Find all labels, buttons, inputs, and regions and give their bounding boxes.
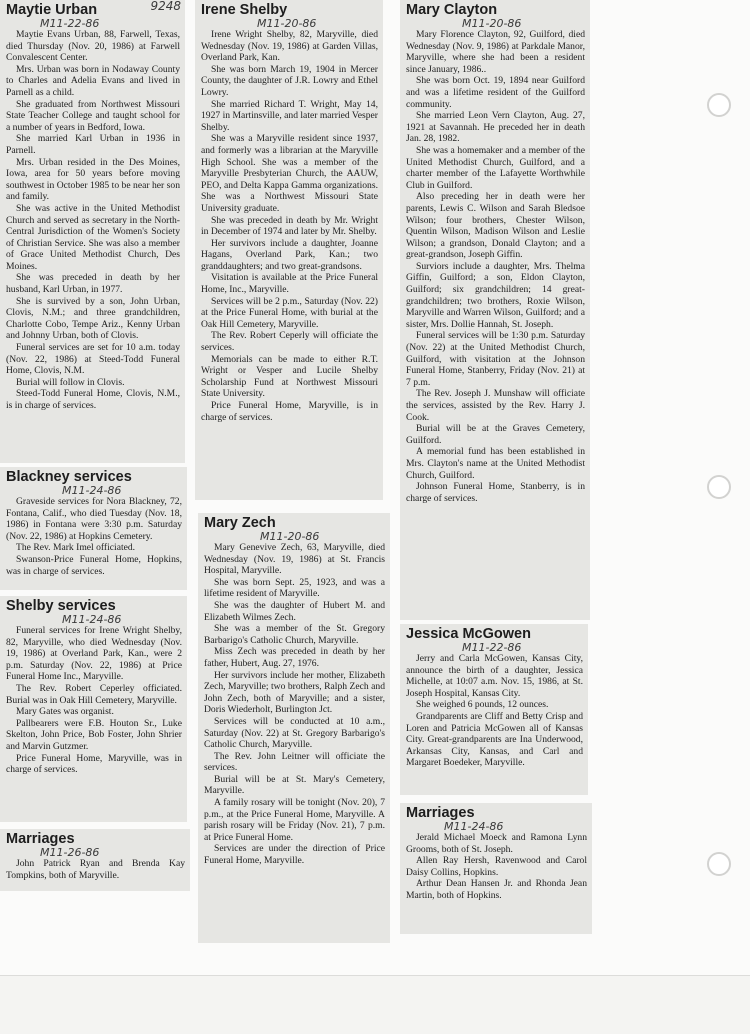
- paragraph: Jerald Michael Moeck and Ramona Lynn Grooms, both of St. Joseph.: [406, 832, 587, 855]
- clipping-shelby-services: [0, 596, 187, 822]
- paragraph: Arthur Dean Hansen Jr. and Rhonda Jean Martin, both of Hopkins.: [406, 878, 587, 901]
- clipping-heading: Marriages: [6, 831, 75, 847]
- paragraph: Mary Genevive Zech, 63, Maryville, died Wednesday (Nov. 19, 1986) at St. Francis Hospital, Maryville.: [204, 542, 385, 577]
- paragraph: Funeral services will be 1:30 p.m. Saturday (Nov. 22) at the United Methodist Church, Guilford, with visitation at the Johnson Funeral Home, Stanberry, Friday (Nov. 21) at 7 p.m.: [406, 330, 585, 388]
- handwritten-date-note: M11-20-86: [257, 17, 317, 30]
- paragraph: Allen Ray Hersh, Ravenwood and Carol Daisy Collins, Hopkins.: [406, 855, 587, 878]
- handwritten-date-note: M11-22-86: [462, 641, 522, 654]
- paragraph: Her survivors include a daughter, Joanne Hagans, Overland Park, Kan.; two granddaughters; and two great-grandsons.: [201, 237, 378, 272]
- paragraph: Also preceding her in death were her parents, Lewis C. Wilson and Sarah Bledsoe Wilson; four brothers, Chester Wilson, Quentin Wilson, Madison Wilson and Leslie Wilson; a grandson, Donald Clayton; and a great-grandson, Joseph Giffin.: [406, 191, 585, 261]
- handwritten-date-note: M11-20-86: [260, 530, 320, 543]
- paragraph: Surviors include a daughter, Mrs. Thelma Giffin, Guilford; a son, Eldon Clayton, Guilford; six grandchildren; 14 great-grandchildren; two brothers, Roxie Wilson, Maryville and Warren Wilson, Guilford; and a sister, Mrs. Dollie Hannah, St. Joseph.: [406, 260, 585, 330]
- paragraph: The Rev. Robert Ceperly will officiate the services.: [201, 330, 378, 354]
- paragraph: Services are under the direction of Price Funeral Home, Maryville.: [204, 843, 385, 867]
- clipping-maytie-urban: [0, 0, 185, 463]
- clipping-body: [6, 625, 182, 776]
- clipping-jessica-mcgowen: [400, 624, 588, 795]
- paragraph: Memorials can be made to either R.T. Wright or Vesper and Lucile Shelby Scholarship Fund at Northwest Missouri State University.: [201, 353, 378, 400]
- paragraph: Burial will follow in Clovis.: [16, 376, 125, 388]
- paragraph: Price Funeral Home, Maryville, is in charge of services.: [201, 400, 378, 423]
- paragraph: John Patrick Ryan and Brenda Kay Tompkins, both of Maryville.: [6, 858, 185, 881]
- paragraph: She was preceded in death by Mr. Wright in December of 1974 and later by Mr. Shelby.: [201, 214, 378, 238]
- clipping-heading: Mary Zech: [204, 515, 276, 531]
- clipping-heading: Irene Shelby: [201, 2, 288, 18]
- clipping-body: [406, 29, 585, 504]
- paragraph: The Rev. Mark Imel officiated.: [16, 542, 136, 554]
- scan-bottom-margin: [0, 975, 750, 1034]
- handwritten-date-note: M11-26-86: [40, 846, 100, 859]
- clipping-body: [6, 29, 180, 412]
- binder-hole: [707, 852, 731, 876]
- clipping-body: [204, 542, 385, 867]
- paragraph: She was a member of the St. Gregory Barbarigo's Catholic Church, Maryville.: [204, 623, 385, 646]
- clipping-irene-shelby: [195, 0, 383, 500]
- paragraph: A memorial fund has been established in Mrs. Clayton's name at the United Methodist Church, Guilford.: [406, 446, 585, 481]
- paragraph: Price Funeral Home, Maryville, was in charge of services.: [6, 752, 182, 776]
- handwritten-date-note: M11-22-86: [40, 17, 100, 30]
- paragraph: A family rosary will be tonight (Nov. 20), 7 p.m., at the Price Funeral Home, Maryville. A parish rosary will be Friday (Nov. 21), 7 p.m. at Price Funeral Home.: [204, 797, 385, 843]
- paragraph: She married Richard T. Wright, May 14, 1927 in Martinsville, and later married Vesper Shelby.: [201, 98, 378, 133]
- handwritten-date-note: M11-24-86: [62, 613, 122, 626]
- paragraph: Johnson Funeral Home, Stanberry, is in charge of services.: [406, 481, 585, 504]
- paragraph: Mary Florence Clayton, 92, Guilford, died Wednesday (Nov. 9, 1986) at Parkdale Manor, Maryville, where she had been a resident since January, 1986..: [406, 29, 585, 75]
- paragraph: The Rev. John Leitner will officiate the services.: [204, 750, 385, 774]
- clipping-marriages-1: [0, 829, 190, 891]
- paragraph: Irene Wright Shelby, 82, Maryville, died Wednesday (Nov. 19, 1986) at Garden Villas, Overland Park, Kan.: [201, 29, 378, 64]
- paragraph: Pallbearers were F.B. Houton Sr., Luke Skelton, John Price, Bob Foster, John Shrier and Marvin Gutzmer.: [6, 717, 182, 752]
- paragraph: Steed-Todd Funeral Home, Clovis, N.M., is in charge of services.: [6, 388, 180, 411]
- clipping-heading: Blackney services: [6, 469, 132, 485]
- handwritten-date-note: M11-24-86: [444, 820, 504, 833]
- clipping-heading: Marriages: [406, 805, 475, 821]
- clipping-heading: Maytie Urban: [6, 2, 98, 18]
- paragraph: Miss Zech was preceded in death by her father, Hubert, Aug. 27, 1976.: [204, 646, 385, 669]
- paragraph: Mary Gates was organist.: [16, 706, 114, 718]
- clipping-body: [6, 496, 182, 577]
- paragraph: Funeral services for Irene Wright Shelby, 82, Maryville, who died Wednesday (Nov. 19, 1986) at Overland Park, Kan., were 2 p.m. Saturday (Nov. 22, 1986) at Price Funeral Home Inc., Maryville.: [6, 625, 182, 683]
- clipping-marriages-2: [400, 803, 592, 934]
- paragraph: Services will be 2 p.m., Saturday (Nov. 22) at the Price Funeral Home, with burial at the Oak Hill Cemetery, Maryville.: [201, 295, 378, 330]
- paragraph: She married Karl Urban in 1936 in Parnell.: [6, 133, 180, 156]
- paragraph: She is survived by a son, John Urban, Clovis, N.M.; and three grandchildren, Charlotte Cobo, Tempe Ariz., Kenny Urban and Johnny Urban, both of Clovis.: [6, 295, 180, 342]
- paragraph: Burial will be at the Graves Cemetery, Guilford.: [406, 423, 585, 446]
- paragraph: She was preceded in death by her husband, Karl Urban, in 1977.: [6, 272, 180, 296]
- clipping-body: [201, 29, 378, 423]
- paragraph: Services will be conducted at 10 a.m., Saturday (Nov. 22) at St. Gregory Barbarigo's Catholic Church, Maryville.: [204, 715, 385, 751]
- binder-hole: [707, 475, 731, 499]
- paragraph: She was active in the United Methodist Church and served as secretary in the North-Central Jurisdiction of the Women's Society of Christian Service. She was also a member of Grace United Methodist Church, Des Moines.: [6, 202, 180, 272]
- binder-hole: [707, 93, 731, 117]
- paragraph: She was born Oct. 19, 1894 near Guilford and was a lifetime resident of the Guilford community.: [406, 75, 585, 110]
- paragraph: Swanson-Price Funeral Home, Hopkins, was in charge of services.: [6, 553, 182, 577]
- handwritten-date-note: M11-24-86: [62, 484, 122, 497]
- clipping-heading: Shelby services: [6, 598, 116, 614]
- clipping-body: [406, 832, 587, 902]
- paragraph: Visitation is available at the Price Funeral Home, Inc., Maryville.: [201, 272, 378, 296]
- paragraph: She was a homemaker and a member of the United Methodist Church, Guilford, and a charter member of the Lafayette Worthwhile Club in Guilford.: [406, 144, 585, 191]
- clipping-heading: Mary Clayton: [406, 2, 498, 18]
- handwritten-date-note: M11-20-86: [462, 17, 522, 30]
- paragraph: She was born March 19, 1904 in Mercer County, the daughter of J.R. Lowry and Ethel Lowry.: [201, 63, 378, 98]
- paragraph: Grandparents are Cliff and Betty Crisp and Loren and Patricia McGowen all of Kansas City. Great-grandparents are Ina Underwood, Arkansas City, Kansas, and Carl and Margaret Boedeker, Maryville.: [406, 710, 583, 769]
- clipping-heading: Jessica McGowen: [406, 626, 531, 642]
- paragraph: Mrs. Urban resided in the Des Moines, Iowa, area for 50 years before moving southwest in October 1985 to be near her son and family.: [6, 156, 180, 203]
- clipping-mary-zech: [198, 513, 390, 943]
- clipping-body: [6, 858, 185, 881]
- paragraph: Maytie Evans Urban, 88, Farwell, Texas, died Thursday (Nov. 20, 1986) at Farwell Convalescent Center.: [6, 29, 180, 64]
- paragraph: Jerry and Carla McGowen, Kansas City, announce the birth of a daughter, Jessica Michelle, at 10:07 a.m. Nov. 15, 1986, at St. Joseph Hospital, Kansas City.: [406, 653, 583, 699]
- paragraph: She married Leon Vern Clayton, Aug. 27, 1921 at Savannah. He preceded her in death Jan. 28, 1982.: [406, 110, 585, 145]
- paragraph: Mrs. Urban was born in Nodaway County to Charles and Adelia Evans and lived in Parnell as a child.: [6, 63, 180, 98]
- clipping-mary-clayton: [400, 0, 590, 620]
- paragraph: Her survivors include her mother, Elizabeth Zech, Maryville; two brothers, Ralph Zech and John Zech, both of Maryville; and a sister, Doris Wiederholt, Burlington Jct.: [204, 669, 385, 716]
- paragraph: Graveside services for Nora Blackney, 72, Fontana, Calif., who died Tuesday (Nov. 18, 1986) in Fontana were 3:30 p.m. Saturday (Nov. 22, 1986) at Hopkins Cemetery.: [6, 496, 182, 542]
- paragraph: She was born Sept. 25, 1923, and was a lifetime resident of Maryville.: [204, 576, 385, 600]
- paragraph: Burial will be at St. Mary's Cemetery, Maryville.: [204, 773, 385, 797]
- clipping-body: [406, 653, 583, 769]
- paragraph: The Rev. Robert Ceperley officiated. Burial was in Oak Hill Cemetery, Maryville.: [6, 682, 182, 706]
- paragraph: Funeral services are set for 10 a.m. today (Nov. 22, 1986) at Steed-Todd Funeral Home, Clovis, N.M.: [6, 342, 180, 377]
- clipping-blackney-services: [0, 467, 187, 590]
- paragraph: She graduated from Northwest Missouri State Teacher College and taught school for a number of years in Bedford, Iowa.: [6, 98, 180, 133]
- paragraph: She was the daughter of Hubert M. and Elizabeth Wilmes Zech.: [204, 599, 385, 623]
- paragraph: She weighed 6 pounds, 12 ounces.: [416, 699, 549, 711]
- paragraph: She was a Maryville resident since 1937, and formerly was a librarian at the Maryville High School. She was a member of the Maryville Presbyterian Church, the AAUW, PEO, and Delta Kappa Gamma organizations. She was a Northwest Missouri State University graduate.: [201, 133, 378, 214]
- catalog-number-note: 9248: [150, 0, 181, 13]
- paragraph: The Rev. Joseph J. Munshaw will officiate the services, assisted by the Rev. Harry J. Cook.: [406, 388, 585, 423]
